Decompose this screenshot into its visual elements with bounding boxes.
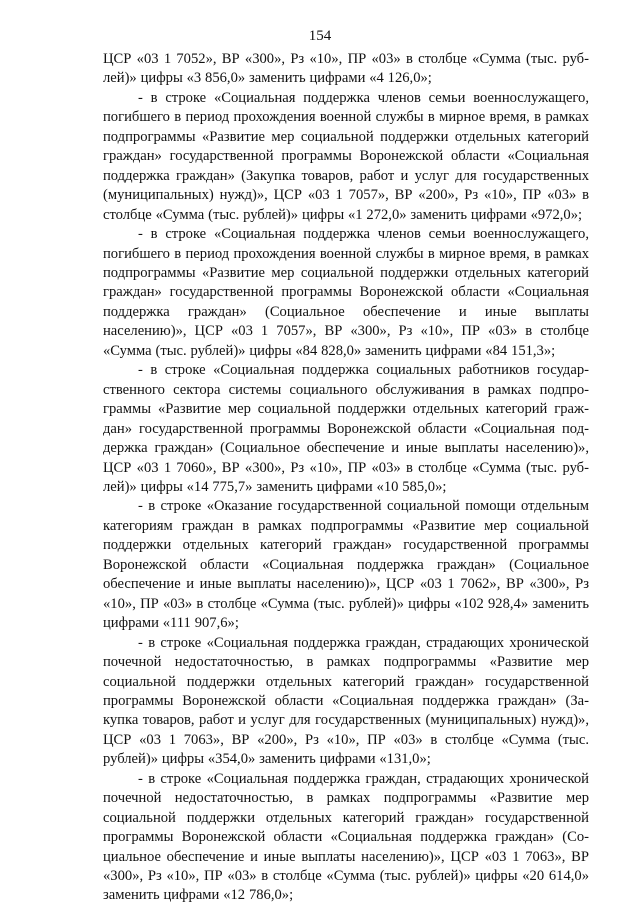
document-body — [103, 50, 589, 906]
paragraph-item: - в строке «Оказание государственной социальной помощи отдельным категориям граждан в рамках подпрограммы «Развитие мер социальной поддержки отдельных категорий граждан» государственной программы Воронежской области «Социальная поддержка граждан» (Социальное обеспечение и иные выплаты населению)», ЦСР «03 1 7062», ВР «300», Рз «10», ПР «03» в столбце «Сумма (тыс. рублей)» цифры «102 928,4» заменить цифрами «111 907,6»; — [103, 498, 589, 632]
paragraph-item: - в строке «Социальная поддержка членов семьи военнослужащего, погибшего в период прохождения военной службы в мирное время, в рамках подпрограммы «Развитие мер социальной поддержки отдельных категорий граждан» государственной программы Воронежской области «Социальная поддержка граждан» (Закупка товаров, работ и услуг для государственных (муниципальных) нужд)», ЦСР «03 1 7057», ВР «200», Рз «10», ПР «03» в столбце «Сумма (тыс. рублей)» цифры «1 272,0» заменить цифрами «972,0»; — [103, 89, 589, 223]
page-number: 154 — [308, 28, 332, 44]
paragraph-continuation: ЦСР «03 1 7052», ВР «300», Рз «10», ПР «03» в столбце «Сумма (тыс. рублей)» цифры «3 856,0» заменить цифрами «4 126,0»; — [103, 51, 589, 87]
paragraph-item: - в строке «Социальная поддержка граждан, страдающих хронической почечной недостаточностью, в рамках подпрограммы «Развитие мер социальной поддержки отдельных категорий граждан» государственной программы Воронежской области «Социальная поддержка граждан» (Закупка товаров, работ и услуг для государственных (муниципальных) нужд)», ЦСР «03 1 7063», ВР «200», Рз «10», ПР «03» в столбце «Сумма (тыс. рублей)» цифры «354,0» заменить цифрами «131,0»; — [103, 634, 589, 768]
paragraph-item: - в строке «Социальная поддержка социальных работников государственного сектора системы социального обслуживания в рамках подпрограммы «Развитие мер социальной поддержки отдельных категорий граждан» государственной программы Воронежской области «Социальная поддержка граждан» (Социальное обеспечение и иные выплаты населению)», ЦСР «03 1 7060», ВР «300», Рз «10», ПР «03» в столбце «Сумма (тыс. рублей)» цифры «14 775,7» заменить цифрами «10 585,0»; — [103, 362, 589, 495]
paragraph-item: - в строке «Социальная поддержка граждан, страдающих хронической почечной недостаточностью, в рамках подпрограммы «Развитие мер социальной поддержки отдельных категорий граждан» государственной программы Воронежской области «Социальная поддержка граждан» (Социальное обеспечение и иные выплаты населению)», ЦСР «03 1 7063», ВР «300», Рз «10», ПР «03» в столбце «Сумма (тыс. рублей)» цифры «20 614,0» заменить цифрами «12 786,0»; — [103, 770, 589, 904]
paragraph-item: - в строке «Социальная поддержка членов семьи военнослужащего, погибшего в период прохождения военной службы в мирное время, в рамках подпрограммы «Развитие мер социальной поддержки отдельных категорий граждан» государственной программы Воронежской области «Социальная поддержка граждан» (Социальное обеспечение и иные выплаты населению)», ЦСР «03 1 7057», ВР «300», Рз «10», ПР «03» в столбце «Сумма (тыс. рублей)» цифры «84 828,0» заменить цифрами «84 151,3»; — [103, 226, 589, 359]
